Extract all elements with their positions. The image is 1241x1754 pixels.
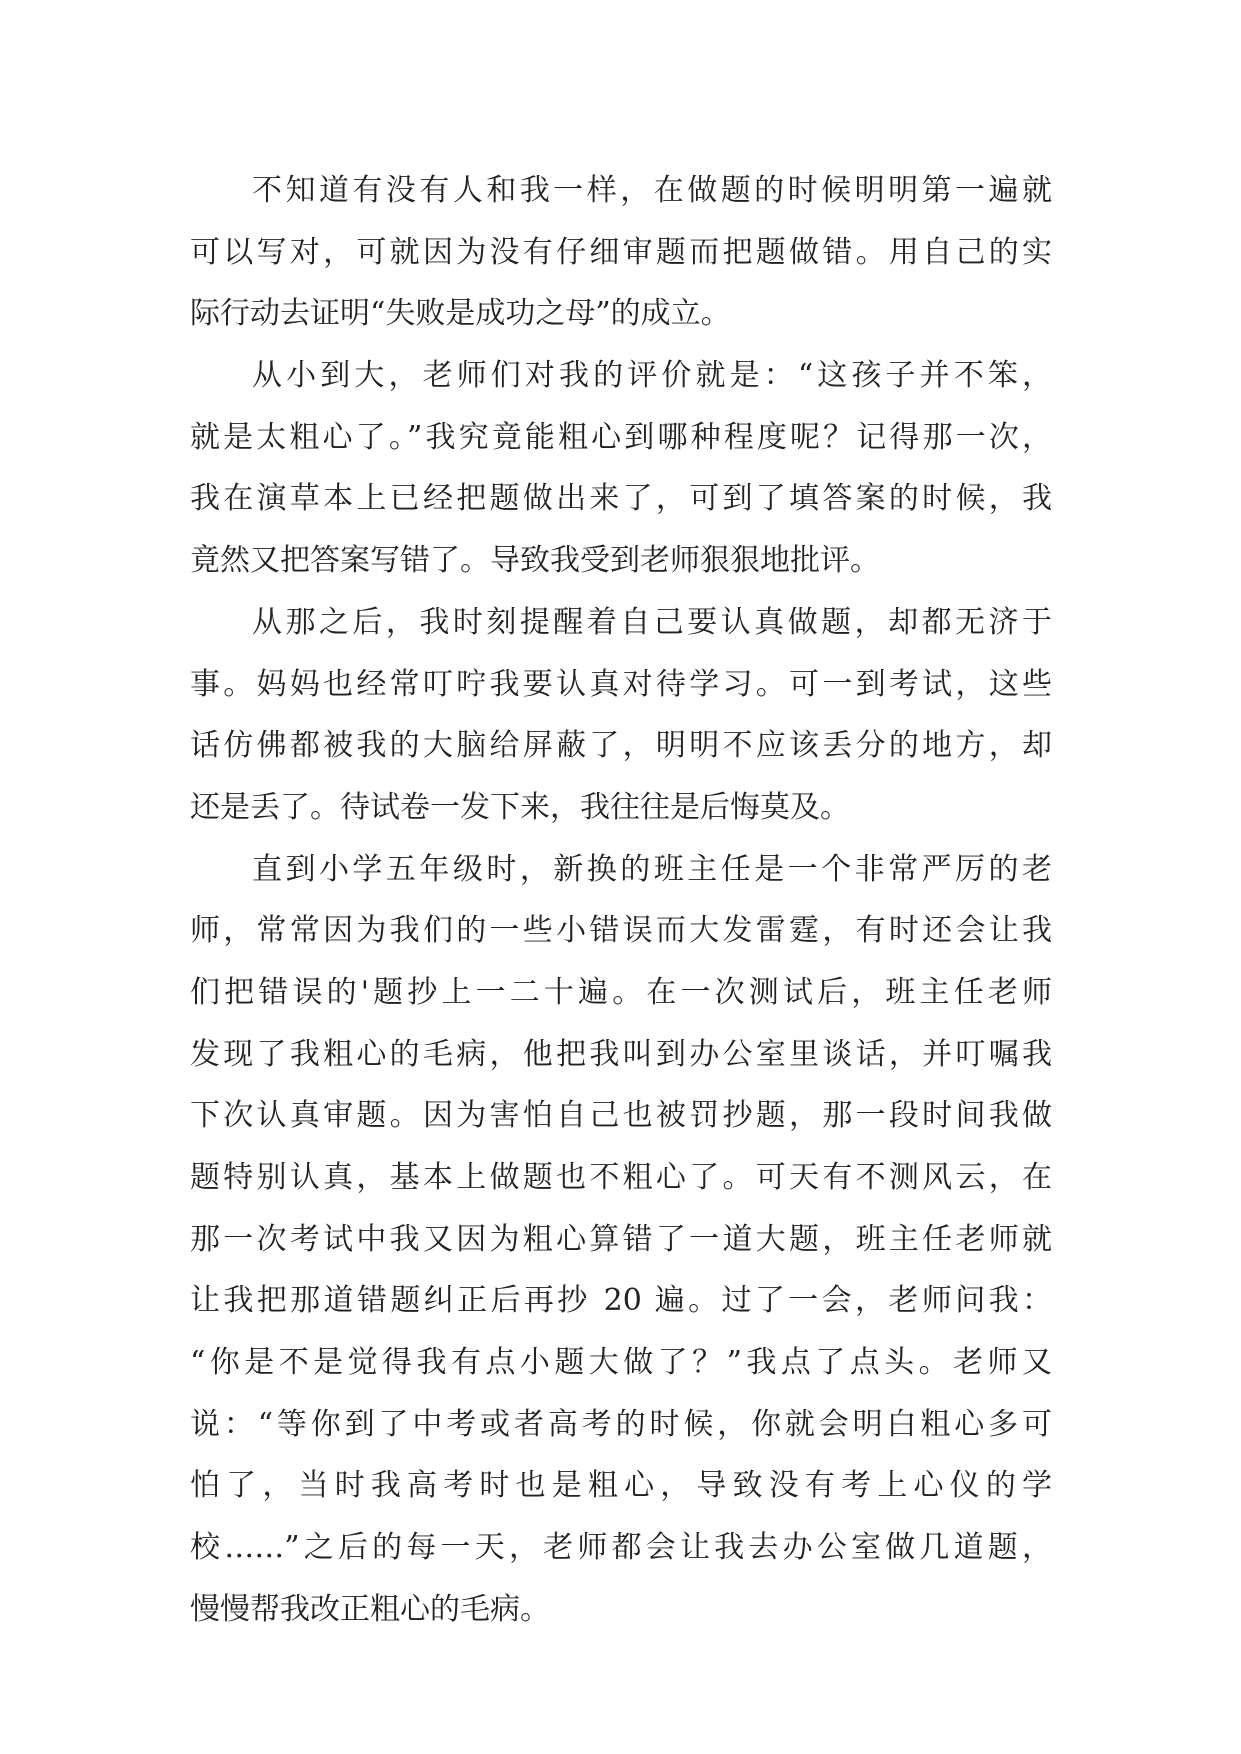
- paragraph-line: 慢慢帮我改正粗心的毛病。: [190, 1591, 550, 1627]
- paragraph-line: 事。妈妈也经常叮咛我要认真对待学习。可一到考试，这些: [190, 666, 1052, 702]
- paragraph-line: 那一次考试中我又因为粗心算错了一道大题，班主任老师就: [190, 1221, 1052, 1257]
- paragraph-line: 话仿佛都被我的大脑给屏蔽了，明明不应该丢分的地方，却: [190, 728, 1052, 764]
- paragraph-line: 直到小学五年级时，新换的班主任是一个非常严厉的老: [252, 851, 1052, 887]
- paragraph-line: 从那之后，我时刻提醒着自己要认真做题，却都无济于: [252, 604, 1052, 640]
- paragraph-line: 师，常常因为我们的一些小错误而大发雷霆，有时还会让我: [190, 913, 1052, 949]
- paragraph-line: 让我把那道错题纠正后再抄 20 遍。过了一会，老师问我：: [190, 1283, 1052, 1319]
- paragraph-line: 还是丢了。待试卷一发下来，我往往是后悔莫及。: [190, 789, 850, 825]
- paragraph-1: [190, 160, 1052, 345]
- paragraph-4: [190, 839, 1052, 1641]
- paragraph-line: 可以写对，可就因为没有仔细审题而把题做错。用自己的实: [190, 234, 1052, 270]
- paragraph-line: 际行动去证明“失败是成功之母”的成立。: [190, 296, 731, 332]
- paragraph-line: 就是太粗心了。”我究竟能粗心到哪种程度呢？记得那一次，: [190, 419, 1052, 455]
- paragraph-line: 怕了，当时我高考时也是粗心，导致没有考上心仪的学: [190, 1468, 1052, 1504]
- paragraph-line: 们把错误的'题抄上一二十遍。在一次测试后，班主任老师: [190, 974, 1052, 1010]
- paragraph-line: 校……”之后的每一天，老师都会让我去办公室做几道题，: [190, 1530, 1052, 1566]
- paragraph-3: [190, 592, 1052, 839]
- paragraph-line: 我在演草本上已经把题做出来了，可到了填答案的时候，我: [190, 481, 1052, 517]
- paragraph-line: 不知道有没有人和我一样，在做题的时候明明第一遍就: [252, 173, 1052, 208]
- paragraph-line: 从小到大，老师们对我的评价就是：“这孩子并不笨，: [252, 358, 1052, 394]
- paragraph-line: 下次认真审题。因为害怕自己也被罚抄题，那一段时间我做: [190, 1098, 1052, 1134]
- document-body: [190, 160, 1052, 1641]
- paragraph-line: 题特别认真，基本上做题也不粗心了。可天有不测风云，在: [190, 1160, 1052, 1195]
- paragraph-line: 说：“等你到了中考或者高考的时候，你就会明白粗心多可: [190, 1406, 1052, 1442]
- paragraph-line: 竟然又把答案写错了。导致我受到老师狠狠地批评。: [190, 543, 880, 579]
- paragraph-line: 发现了我粗心的毛病，他把我叫到办公室里谈话，并叮嘱我: [190, 1036, 1052, 1072]
- paragraph-2: [190, 345, 1052, 592]
- paragraph-line: “你是不是觉得我有点小题大做了？”我点了点头。老师又: [190, 1345, 1052, 1381]
